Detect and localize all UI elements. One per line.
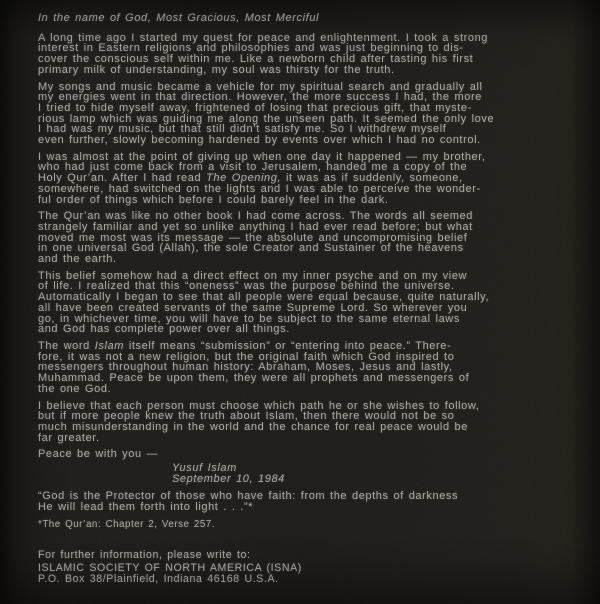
- text-line: Automatically I began to see that all people were equal because, quite naturally,: [38, 291, 490, 304]
- text-line: He will lead them forth into light . . .”*: [38, 501, 254, 514]
- text-line: fore, it was not a new religion, but the original faith which God inspired to: [38, 350, 455, 363]
- text-line: and God has complete power over all things.: [38, 323, 290, 336]
- text-line: The Qur’an was like no other book I had come across. The words all seemed: [38, 210, 473, 223]
- signature-name: Yusuf Islam: [172, 462, 237, 475]
- paragraph: [38, 341, 570, 395]
- text-line: somewhere, had switched on the lights and I was able to perceive the wonder-: [38, 182, 481, 195]
- text-line: cover the conscious self within me. Like a newborn child after tasting his first: [38, 53, 474, 66]
- text-line: my energies went in that direction. However, the more success I had, the more: [38, 91, 482, 104]
- contact-address: P.O. Box 38/Plainfield, Indiana 46168 U.S.A.: [38, 572, 279, 585]
- text-line: My songs and music became a vehicle for my spiritual search and gradually all: [38, 80, 483, 93]
- text-line: who had just come back from a visit to Jerusalem, handed me a copy of the: [38, 161, 468, 174]
- paragraph: [38, 33, 570, 76]
- paragraphs: [38, 33, 570, 444]
- text-line: messengers throughout human history: Abraham, Moses, Jesus and lastly,: [38, 361, 453, 374]
- text-line: This belief somehow had a direct effect on my inner psyche and on my view: [38, 269, 468, 282]
- paragraph: [38, 401, 570, 444]
- text-line: moved me most was its message — the absolute and uncompromising belief: [38, 231, 468, 244]
- text-line: Muhammad. Peace be upon them, they were all prophets and messengers of: [38, 372, 470, 385]
- bismillah-line: In the name of God, Most Gracious, Most Merciful: [38, 12, 320, 24]
- text-line: I believe that each person must choose which path he or she wishes to follow,: [38, 399, 480, 412]
- text-line: interest in Eastern religions and philosophies and was just beginning to dis-: [38, 42, 464, 55]
- text-line: of life. I realized that this “oneness” was the purpose behind the universe.: [38, 280, 455, 293]
- text-line: primary milk of understanding, my soul was thirsty for the truth.: [38, 63, 395, 76]
- footnote: *The Qur’an: Chapter 2, Verse 257.: [38, 518, 215, 530]
- text-line: The word Islam itself means “submission” or “entering into peace.” There-: [38, 339, 452, 352]
- signature-block: [172, 463, 570, 484]
- signature-date: September 10, 1984: [172, 472, 285, 485]
- text-line: Holy Qur’an. After I had read The Opening, it was as if suddenly, someone,: [38, 172, 463, 185]
- paragraph: [38, 82, 570, 146]
- text-line: the one God.: [38, 382, 112, 395]
- text-line: much misunderstanding in the world and the chance for real peace would be: [38, 420, 468, 433]
- text-line: I had was my music, but that still didn’t satisfy me. So I withdrew myself: [38, 123, 447, 136]
- text-line: rious lamp which was guiding me along the unseen path. It seemed the only love: [38, 112, 495, 125]
- text-line: and the earth.: [38, 253, 117, 266]
- quran-quote: [38, 491, 570, 512]
- text-line: even further, slowly becoming hardened by events over which I had no control.: [38, 134, 481, 147]
- contact-block: [38, 550, 570, 585]
- paragraph: [38, 271, 570, 335]
- text-line: strangely familiar and yet so unlike anything I had ever read before; but what: [38, 220, 473, 233]
- text-line: “God is the Protector of those who have faith: from the depths of darkness: [38, 490, 459, 503]
- text-line: far greater.: [38, 431, 100, 444]
- paragraph: [38, 152, 570, 206]
- text-line: ful order of things which before I could barely feel in the dark.: [38, 193, 389, 206]
- contact-organization: ISLAMIC SOCIETY OF NORTH AMERICA (ISNA): [38, 562, 302, 575]
- text-line: go, in whichever time, you will have to be subject to the same eternal laws: [38, 312, 460, 325]
- text-line: in one universal God (Allah), the sole Creator and Sustainer of the heavens: [38, 242, 464, 255]
- text-line: I tried to hide myself away, frightened of losing that precious gift, that myste-: [38, 101, 472, 114]
- closing-line: Peace be with you —: [38, 448, 159, 461]
- text-line: I was almost at the point of giving up when one day it happened — my brother,: [38, 150, 486, 163]
- text-line: A long time ago I started my quest for peace and enlightenment. I took a strong: [38, 31, 489, 44]
- contact-intro: For further information, please write to:: [38, 548, 251, 561]
- paragraph: [38, 211, 570, 265]
- text-line: but if more people knew the truth about Islam, then there would not be so: [38, 410, 455, 423]
- text-line: all have been created servants of the same Supreme Lord. So wherever you: [38, 301, 468, 314]
